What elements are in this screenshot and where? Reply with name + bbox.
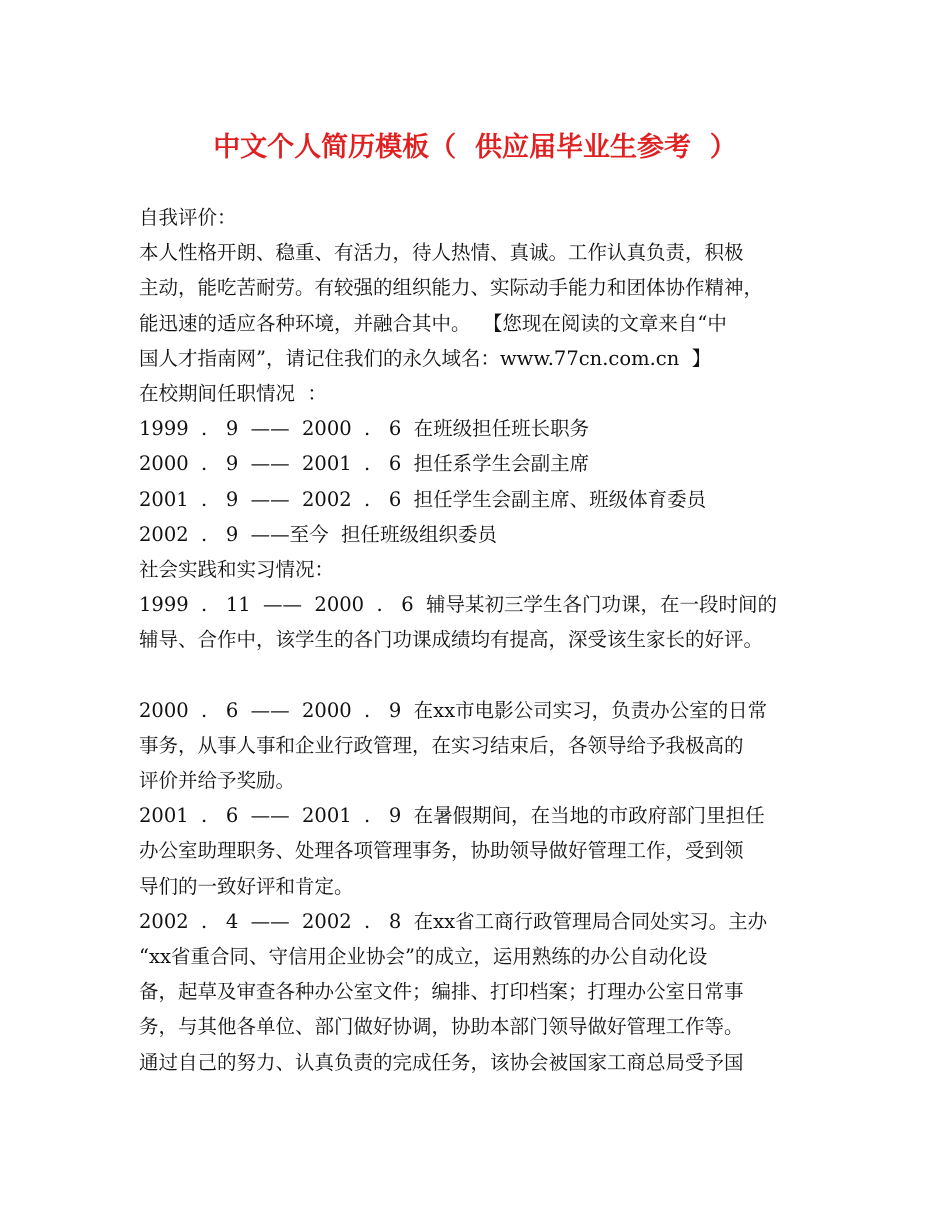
text-line: 导们的一致好评和肯定。 <box>139 874 354 898</box>
text-line: 自我评价： <box>139 206 237 229</box>
text-line: 2000 . 6 —— 2000 . 9 在xx市电影公司实习，负责办公室的日常 <box>139 698 768 722</box>
text-line: 评价并给予奖励。 <box>139 769 296 792</box>
text-line: 2000 . 9 —— 2001 . 6 担任系学生会副主席 <box>139 452 590 476</box>
text-line: 事务，从事人事和企业行政管理，在实习结束后，各领导给予我极高的 <box>139 733 744 757</box>
text-line: 2001 . 9 —— 2002 . 6 担任学生会副主席、班级体育委员 <box>139 487 707 511</box>
text-line: 2002 . 4 —— 2002 . 8 在xx省工商行政管理局合同处实习。主办 <box>139 909 768 933</box>
text-line: 社会实践和实习情况： <box>139 557 335 581</box>
text-line: 办公室助理职务、处理各项管理事务，协助领导做好管理工作，受到领 <box>139 839 744 863</box>
blank-line <box>139 657 819 692</box>
text-line: 1999 . 11 —— 2000 . 6 辅导某初三学生各门功课，在一段时间的 <box>139 593 778 617</box>
text-line: 2001 . 6 —— 2001 . 9 在暑假期间，在当地的市政府部门里担任 <box>139 804 765 828</box>
text-line: 本人性格开朗、稳重、有活力，待人热情、真诚。工作认真负责，积极 <box>139 241 744 265</box>
text-line: 备，起草及审查各种办公室文件；编排、打印档案；打理办公室日常事 <box>139 980 744 1004</box>
text-line: 辅导、合作中，该学生的各门功课成绩均有提高，深受该生家长的好评。 <box>139 628 764 652</box>
document-title: 中文个人简历模板（ 供应届毕业生参考 ） <box>213 132 737 163</box>
document-body <box>139 200 819 1080</box>
text-line: 主动，能吃苦耐劳。有较强的组织能力、实际动手能力和团体协作精神， <box>139 276 764 300</box>
text-line: 通过自己的努力、认真负责的完成任务，该协会被国家工商总局受予国 <box>139 1050 744 1074</box>
text-line: 能迅速的适应各种环境，并融合其中。 【您现在阅读的文章来自“中 <box>139 311 727 335</box>
text-line: 在校期间任职情况 ： <box>139 381 327 405</box>
text-line: 2002 . 9 ——至今 担任班级组织委员 <box>139 522 498 546</box>
text-line: 务，与其他各单位、部门做好协调，协助本部门领导做好管理工作等。 <box>139 1015 744 1039</box>
text-line: 国人才指南网”，请记住我们的永久域名：www.77cn.com.cn 】 <box>139 346 712 370</box>
text-line: “xx省重合同、守信用企业协会”的成立，运用熟练的办公自动化设 <box>139 944 708 968</box>
text-line: 1999 . 9 —— 2000 . 6 在班级担任班长职务 <box>139 417 590 441</box>
